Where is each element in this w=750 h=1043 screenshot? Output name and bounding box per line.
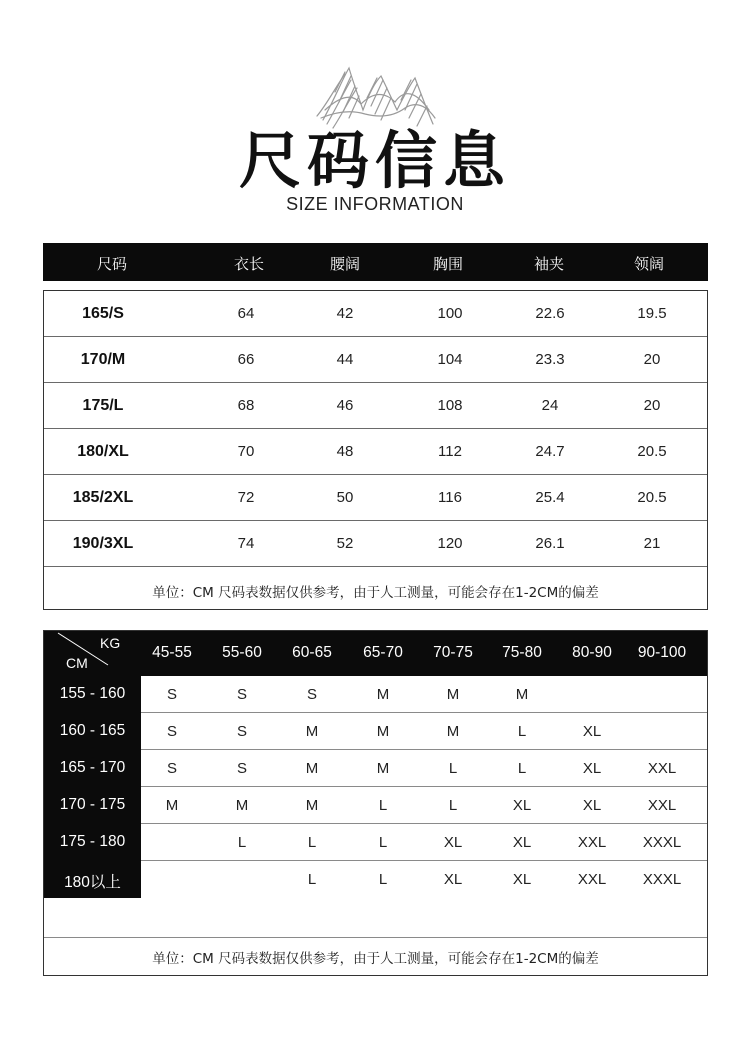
weight-header: 75-80 — [502, 644, 542, 661]
fit-table-note: 单位：CM 尺码表数据仅供参考，由于人工测量，可能会存在1-2CM的偏差 — [152, 951, 599, 967]
size-cell: XL — [512, 834, 532, 851]
size-cell: 180/XL — [77, 443, 129, 460]
weight-header: 45-55 — [152, 644, 192, 661]
table-row — [44, 713, 707, 750]
neck-cell: 20.5 — [637, 489, 667, 506]
armhole-cell: 24.7 — [535, 443, 565, 460]
length-cell: 64 — [237, 305, 255, 322]
size-cell: M — [446, 686, 460, 703]
size-cell: S — [236, 760, 248, 777]
chest-cell: 104 — [437, 351, 463, 368]
size-cell: XL — [582, 723, 602, 740]
waist-cell: 44 — [336, 351, 354, 368]
size-cell: L — [237, 834, 247, 851]
length-cell: 68 — [237, 397, 255, 414]
waist-cell: 52 — [336, 535, 354, 552]
size-cell: L — [517, 723, 527, 740]
size-cell: XL — [582, 797, 602, 814]
size-cell: XL — [512, 871, 532, 888]
size-cell: 175/L — [82, 397, 124, 414]
column-header-armhole: 袖夹 — [533, 255, 565, 273]
size-cell: 165/S — [82, 305, 124, 322]
armhole-cell: 23.3 — [535, 351, 565, 368]
length-cell: 70 — [237, 443, 255, 460]
table-row — [44, 861, 707, 898]
size-cell: L — [517, 760, 527, 777]
size-cell: XXXL — [642, 834, 682, 851]
waist-cell: 42 — [336, 305, 354, 322]
table-row — [44, 824, 707, 861]
divider — [44, 937, 707, 938]
length-cell: 72 — [237, 489, 255, 506]
chest-cell: 108 — [437, 397, 463, 414]
table-row — [44, 383, 707, 429]
size-table-note: 单位：CM 尺码表数据仅供参考，由于人工测量，可能会存在1-2CM的偏差 — [152, 585, 599, 601]
size-cell: S — [306, 686, 318, 703]
weight-header: 60-65 — [292, 644, 332, 661]
size-cell: L — [448, 797, 458, 814]
column-header-length: 衣长 — [233, 255, 265, 273]
size-cell: XXL — [577, 871, 607, 888]
size-cell: S — [166, 760, 178, 777]
armhole-cell: 24 — [541, 397, 559, 414]
size-cell: L — [378, 871, 388, 888]
column-header-neck: 领阔 — [633, 255, 665, 273]
size-cell: L — [378, 834, 388, 851]
size-cell: M — [305, 760, 319, 777]
size-cell: 190/3XL — [72, 535, 134, 552]
armhole-cell: 25.4 — [535, 489, 565, 506]
height-label: 155 - 160 — [59, 685, 126, 702]
weight-header: 55-60 — [222, 644, 262, 661]
size-cell: 185/2XL — [72, 489, 134, 506]
size-cell: M — [446, 723, 460, 740]
armhole-cell: 22.6 — [535, 305, 565, 322]
waist-cell: 50 — [336, 489, 354, 506]
size-cell: L — [448, 760, 458, 777]
size-cell: M — [376, 686, 390, 703]
weight-header: 80-90 — [572, 644, 612, 661]
size-cell: XL — [512, 797, 532, 814]
neck-cell: 21 — [643, 535, 661, 552]
waist-cell: 48 — [336, 443, 354, 460]
size-cell: 170/M — [80, 351, 126, 368]
height-label: 180以上 — [64, 874, 121, 891]
size-cell: M — [376, 723, 390, 740]
table-row — [44, 787, 707, 824]
diagonal-divider-icon — [44, 631, 141, 676]
size-cell: S — [236, 686, 248, 703]
height-label: 165 - 170 — [59, 759, 126, 776]
column-header-chest: 胸围 — [432, 255, 464, 273]
neck-cell: 19.5 — [637, 305, 667, 322]
chest-cell: 116 — [438, 489, 462, 506]
size-cell: L — [378, 797, 388, 814]
weight-header: 65-70 — [363, 644, 403, 661]
waist-cell: 46 — [336, 397, 354, 414]
armhole-cell: 26.1 — [535, 535, 565, 552]
chest-cell: 120 — [437, 535, 463, 552]
fit-table — [43, 630, 708, 976]
size-cell: XXL — [577, 834, 607, 851]
neck-cell: 20.5 — [637, 443, 667, 460]
size-cell: XL — [582, 760, 602, 777]
height-label: 175 - 180 — [59, 833, 126, 850]
length-cell: 66 — [237, 351, 255, 368]
size-cell: XXL — [647, 797, 677, 814]
table-row — [44, 429, 707, 475]
neck-cell: 20 — [643, 397, 661, 414]
size-cell: XL — [443, 834, 463, 851]
size-cell: L — [307, 871, 317, 888]
weight-header: 90-100 — [637, 644, 687, 661]
size-cell: XXL — [647, 760, 677, 777]
size-cell: M — [305, 723, 319, 740]
table-corner — [44, 631, 141, 676]
fit-table-header — [44, 631, 707, 676]
corner-weight-label: KG — [100, 635, 121, 651]
size-cell: M — [165, 797, 179, 814]
table-row — [44, 337, 707, 383]
page-title: 尺码信息 — [238, 124, 511, 197]
neck-cell: 20 — [643, 351, 661, 368]
chest-cell: 112 — [438, 443, 462, 460]
size-table-header — [43, 243, 708, 281]
table-row — [44, 291, 707, 337]
chest-cell: 100 — [437, 305, 463, 322]
size-cell: XXXL — [642, 871, 682, 888]
weight-header: 70-75 — [433, 644, 473, 661]
height-label: 160 - 165 — [59, 722, 126, 739]
height-label: 170 - 175 — [59, 796, 126, 813]
length-cell: 74 — [237, 535, 255, 552]
size-cell: M — [515, 686, 529, 703]
page-subtitle: SIZE INFORMATION — [286, 194, 464, 214]
column-header-size: 尺码 — [96, 255, 128, 273]
column-header-waist: 腰阔 — [329, 255, 361, 273]
size-cell: S — [166, 686, 178, 703]
table-row — [44, 750, 707, 787]
size-cell: M — [305, 797, 319, 814]
size-cell: S — [236, 723, 248, 740]
corner-height-label: CM — [66, 655, 88, 671]
size-table — [43, 290, 708, 610]
table-row — [44, 475, 707, 521]
size-cell: M — [235, 797, 249, 814]
table-row — [44, 521, 707, 567]
table-row — [44, 676, 707, 713]
size-cell: S — [166, 723, 178, 740]
size-cell: M — [376, 760, 390, 777]
size-cell: XL — [443, 871, 463, 888]
size-cell: L — [307, 834, 317, 851]
